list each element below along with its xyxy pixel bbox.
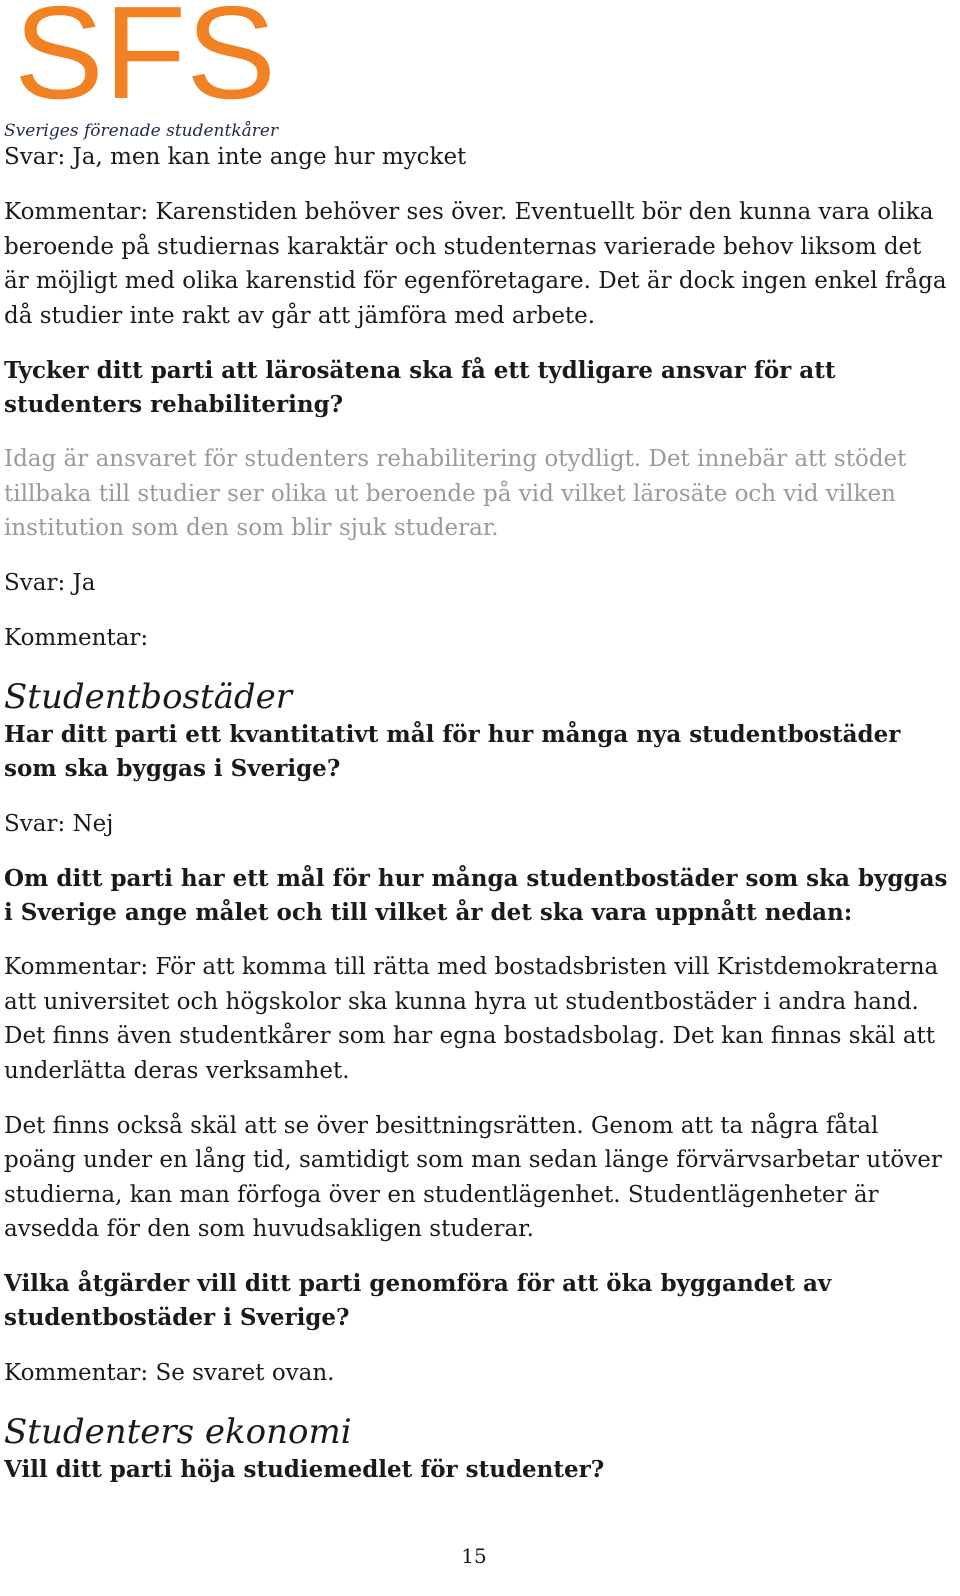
question-study-allowance: Vill ditt parti höja studiemedlet för studenter?: [4, 1455, 605, 1483]
answer-text: Svar: Nej: [4, 810, 114, 837]
comment-text: Kommentar: Karenstiden behöver ses över. Eventuellt bör den kunna vara olika beroende på studiernas karaktär och studenternas varierade behov liksom det är möjligt med olika karenstid för egenföretagare. Det är dock ingen enkel fråga då studier inte rakt av går att jämföra med arbete.: [4, 199, 947, 329]
question-rehabilitation: Tycker ditt parti att lärosätena ska få ett tydligare ansvar för att studenters rehabilitering?: [4, 356, 836, 418]
section-heading-studentbostader: Studentbostäder: [4, 677, 293, 717]
question-background: Idag är ansvaret för studenters rehabilitering otydligt. Det innebär att stödet tillbaka till studier ser olika ut beroende på vid vilket lärosäte och vid vilken institution som den som blir sjuk studerar.: [4, 446, 907, 541]
comment-text: Kommentar:: [4, 625, 149, 651]
comment-paragraph: Det finns också skäl att se över besittningsrätten. Genom att ta några fåtal poäng under en lång tid, samtidigt som man sedan länge förvärvsarbetar utöver studierna, kan man förfoga över en studentlägenhet. Studentlägenheter är avsedda för den som huvudsakligen studerar.: [4, 1112, 942, 1242]
sfs-logo: [14, 0, 304, 130]
comment-text: Kommentar: Se svaret ovan.: [4, 1359, 335, 1386]
logo-tagline: Sveriges förenade studentkårer: [4, 121, 279, 141]
answer-text: Svar: Ja, men kan inte ange hur mycket: [4, 144, 467, 170]
logo-letters: SFS: [14, 0, 276, 120]
document-body: [4, 140, 948, 1507]
section-heading-studenters-ekonomi: Studenters ekonomi: [4, 1411, 352, 1452]
question-quantitative-goal: Har ditt parti ett kvantitativt mål för hur många nya studentbostäder som ska byggas i Sverige?: [4, 721, 901, 782]
question-measures: Vilka åtgärder vill ditt parti genomföra för att öka byggandet av studentbostäder i Sverige?: [4, 1270, 832, 1331]
answer-text: Svar: Ja: [4, 570, 96, 596]
page-number: 15: [461, 1544, 487, 1568]
comment-text: Kommentar: För att komma till rätta med bostadsbristen vill Kristdemokraterna att universitet och högskolor ska kunna hyra ut studentbostäder i andra hand. Det finns även studentkårer som har egna bostadsbolag. Det kan finnas skäl att underlätta deras verksamhet.: [4, 954, 939, 1084]
sfs-logo-mark: [14, 0, 304, 120]
question-goal-details: Om ditt parti har ett mål för hur många studentbostäder som ska byggas i Sverige ange målet och till vilket år det ska vara uppnått nedan:: [4, 864, 948, 926]
